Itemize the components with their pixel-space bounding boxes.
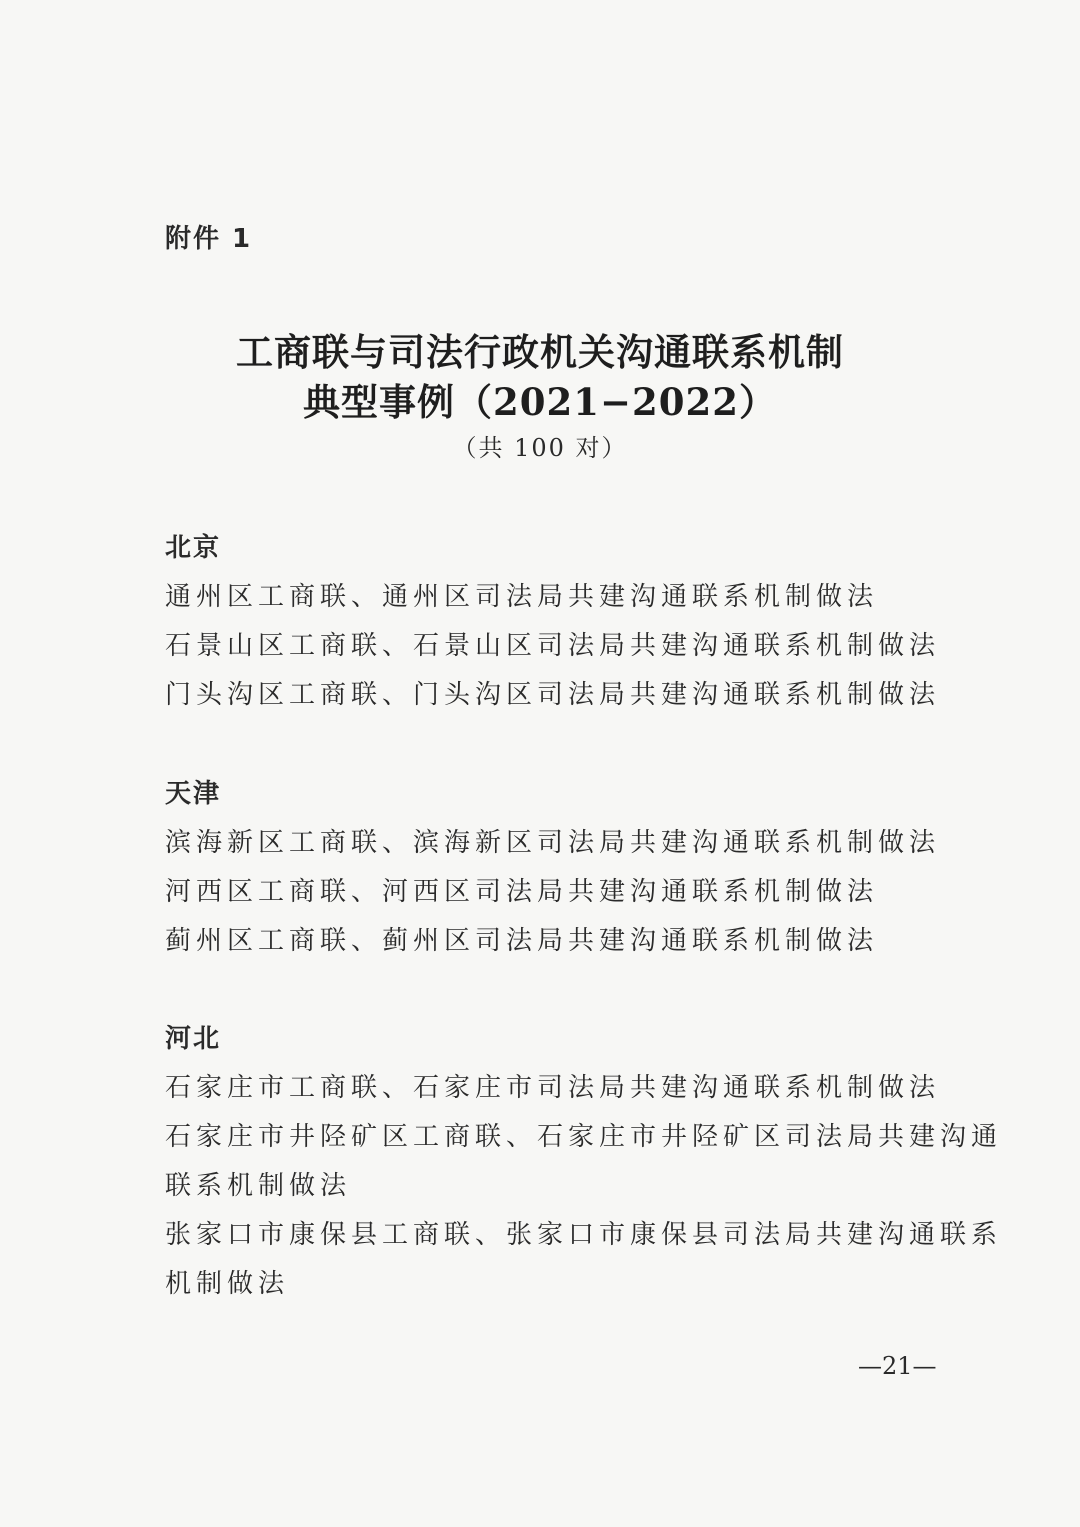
list-item: 联系机制做法 <box>165 1171 352 1201</box>
attachment-label: 附件 1 <box>165 224 253 254</box>
list-item: 石景山区工商联、石景山区司法局共建沟通联系机制做法 <box>165 631 941 661</box>
list-item: 滨海新区工商联、滨海新区司法局共建沟通联系机制做法 <box>165 828 941 858</box>
document-subtitle: （共 100 对） <box>452 434 628 462</box>
list-item: 机制做法 <box>165 1269 290 1299</box>
region-heading-tianjin: 天津 <box>165 779 222 809</box>
page-number: —21— <box>858 1352 937 1380</box>
document-title-line1: 工商联与司法行政机关沟通联系机制 <box>236 330 844 374</box>
list-item: 石家庄市工商联、石家庄市司法局共建沟通联系机制做法 <box>165 1073 941 1103</box>
list-item: 石家庄市井陉矿区工商联、石家庄市井陉矿区司法局共建沟通 <box>165 1122 1003 1152</box>
list-item: 蓟州区工商联、蓟州区司法局共建沟通联系机制做法 <box>165 926 879 956</box>
list-item: 张家口市康保县工商联、张家口市康保县司法局共建沟通联系 <box>165 1220 1003 1250</box>
region-heading-hebei: 河北 <box>165 1024 222 1054</box>
list-item: 河西区工商联、河西区司法局共建沟通联系机制做法 <box>165 877 879 907</box>
list-item: 门头沟区工商联、门头沟区司法局共建沟通联系机制做法 <box>165 680 941 710</box>
document-title-line2: 典型事例（2021−2022） <box>303 380 777 424</box>
region-heading-beijing: 北京 <box>165 533 222 563</box>
list-item: 通州区工商联、通州区司法局共建沟通联系机制做法 <box>165 582 879 612</box>
